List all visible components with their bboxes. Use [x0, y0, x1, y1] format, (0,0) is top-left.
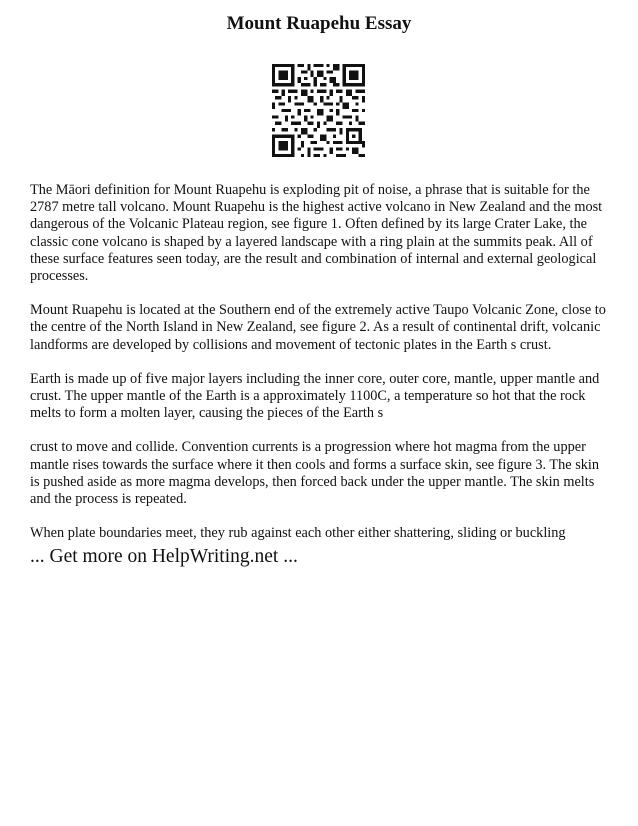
paragraph: Mount Ruapehu is located at the Southern end of the extremely active Taupo Volcanic Zone, close to the centre of the North Island in New Zealand, see figure 2. As a result of continental drift, volcanic landforms are developed by collisions and movement of tectonic plates in the Earth s crust.: [30, 302, 606, 353]
paragraph: crust to move and collide. Convention currents is a progression where hot magma from the upper mantle rises towards the surface where it then cools and forms a surface skin, see figure 3. The skin is pushed aside as more magma develops, then forced back under the upper mantle. The skin melts and the process is repeated.: [30, 439, 600, 508]
paragraph: The Māori definition for Mount Ruapehu is exploding pit of noise, a phrase that is suitable for the 2787 metre tall volcano. Mount Ruapehu is the highest active volcano in New Zealand and the most dangerous of the Volcanic Plateau region, see figure 1. Often defined by its large Crater Lake, the classic cone volcano is shaped by a layered landscape with a ring plain at the summits peak. All of these surface features seen today, are the result and combination of internal and external geological processes.: [30, 182, 603, 285]
essay-body: [30, 182, 610, 559]
paragraph: When plate boundaries meet, they rub against each other either shattering, sliding or buckling: [30, 525, 566, 542]
page-title: Mount Ruapehu Essay: [226, 13, 412, 34]
get-more-link[interactable]: ... Get more on HelpWriting.net ...: [30, 546, 298, 567]
paragraph: Earth is made up of five major layers including the inner core, outer core, mantle, upper mantle and crust. The upper mantle of the Earth is a approximately 1100C, a temperature so hot that the rock melts to form a molten layer, causing the pieces of the Earth s: [30, 370, 600, 422]
qr-code-icon: [272, 64, 365, 157]
